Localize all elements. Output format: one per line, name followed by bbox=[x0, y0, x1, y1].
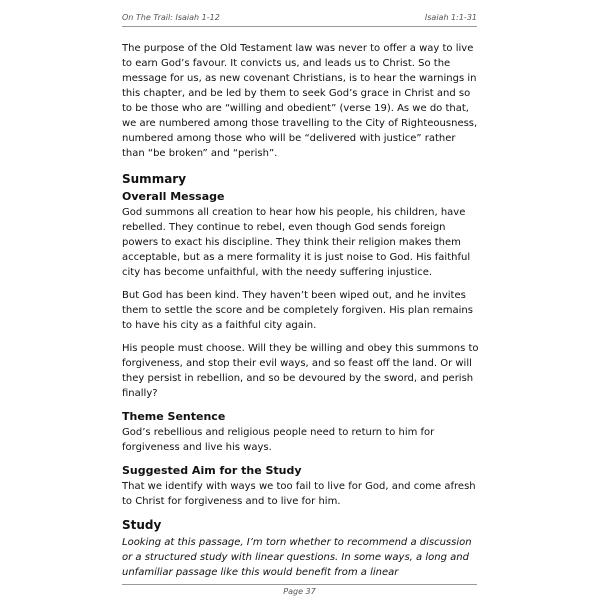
page-footer bbox=[122, 584, 477, 596]
page-body bbox=[122, 41, 479, 588]
study-text: Looking at this passage, I’m torn whether to recommend a discussion or a structured study with linear questions. In some ways, a long and unfamiliar passage like this would benefit from a linear bbox=[122, 537, 472, 578]
summary-heading: Summary bbox=[122, 172, 187, 186]
suggested-aim-text: That we identify with ways we too fail to live for God, and come afresh to Christ for forgiveness and to live for him. bbox=[122, 481, 476, 507]
theme-sentence-text: God’s rebellious and religious people need to return to him for forgiveness and live his ways. bbox=[122, 427, 435, 453]
overall-message-paragraph-1: God summons all creation to hear how his people, his children, have rebelled. They continue to rebel, even though God sends foreign powers to exact his discipline. They think their religion makes them acceptable, but as a mere formality it is just noise to God. His faithful city has become unfaithful, with the needy suffering injustice. bbox=[122, 207, 471, 278]
page-number: Page 37 bbox=[283, 587, 316, 596]
running-header bbox=[122, 12, 477, 27]
header-book-title: On The Trail: Isaiah 1-12 bbox=[122, 13, 220, 22]
suggested-aim-heading: Suggested Aim for the Study bbox=[122, 464, 302, 477]
theme-sentence-heading: Theme Sentence bbox=[122, 410, 226, 423]
study-heading: Study bbox=[122, 518, 162, 532]
overall-message-paragraph-3: His people must choose. Will they be willing and obey this summons to forgiveness, and stop their evil ways, and so feast off the land. Or will they persist in rebellion, and so be devoured by the sword, and perish finally? bbox=[122, 343, 479, 399]
overall-message-paragraph-2: But God has been kind. They haven’t been wiped out, and he invites them to settle the score and be completely forgiven. His plan remains to have his city as a faithful city again. bbox=[122, 290, 473, 331]
header-passage-reference: Isaiah 1:1-31 bbox=[424, 13, 477, 22]
intro-paragraph: The purpose of the Old Testament law was never to offer a way to live to earn God’s favour. It convicts us, and leads us to Christ. So the message for us, as new covenant Christians, is to hear the warnings in this chapter, and be led by them to seek God’s grace in Christ and so to be those who are “willing and obedient” (verse 19). As we do that, we are numbered among those travelling to the City of Righteousness, numbered among those who will be “delivered with justice” rather than “be broken” and “perish”. bbox=[122, 43, 478, 159]
overall-message-heading: Overall Message bbox=[122, 190, 225, 203]
